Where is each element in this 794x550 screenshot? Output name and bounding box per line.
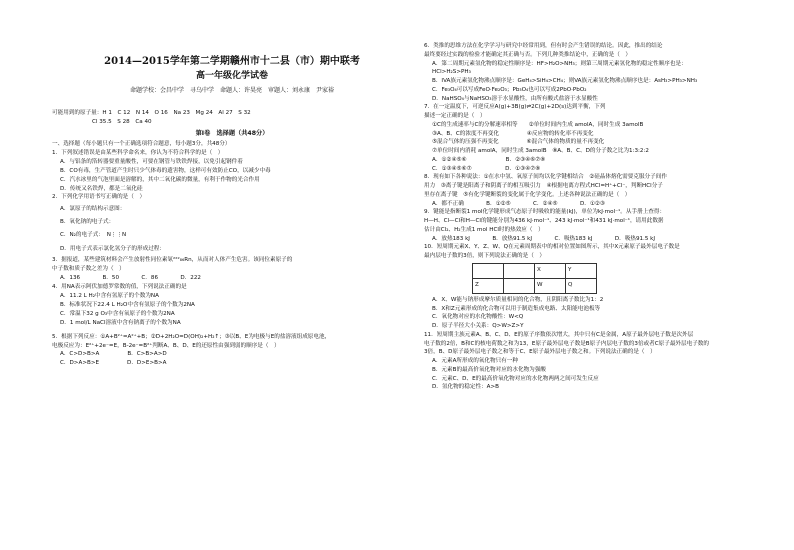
option-line: C．D>A>B>E D．D>E>B>A (60, 360, 167, 367)
right-column (424, 42, 770, 392)
option-line: C．常温下32 g O₃中含有氧原子的个数为2NA (60, 310, 175, 317)
exam-subtitle: 高一年级化学试卷 (195, 71, 268, 81)
option-line: D．用电子式表示氯化氢分子的形成过程： (60, 246, 165, 253)
section-heading: 第Ⅰ卷 选择题（共48分） (195, 130, 269, 137)
option-line: ⑤混合气体的压强不再变化 ⑥混合气体的物质的量不再变化 (432, 139, 605, 146)
option-line: C．N₂的电子式： N⋮⋮N (60, 232, 127, 239)
question-line: 10．短周期元素X、Y、Z、W、Q在元素周期表中的相对位置如图所示，其中X元素原子最外层电子数是 (424, 244, 680, 251)
option-line: D．NaHSO₄与NaHSO₃溶于水显酸性，由所有酸式盐溶于水显酸性 (432, 95, 598, 102)
question-line: 1．下列叙述错误是由某些科学命名来，你认为不符合科学的是（ ） (52, 149, 224, 156)
question-line: 6．类推的思维方法在化学学习与研究中经常用到，但有时会产生错误的结论。因此，推出的结论 (424, 43, 663, 49)
table-cell (504, 263, 535, 278)
option-line: B．IVA族元素氢化物沸点顺序是：GeH₄>SiH₄>CH₄；则VA族元素氢化物沸点顺序也是：AsH₃>PH₃>NH₃ (432, 78, 698, 84)
option-line: A．第二周期元素氢化物的稳定性顺序是：HF>H₂O>NH₃；则第三周期元素氢化物的稳定性顺序也是： (432, 60, 687, 67)
option-line: D．传统又名铁焊，都是二氧化硅 (60, 185, 143, 192)
option-line: ①C的生成速率与C的分解速率相等 ②单位时间内生成 amolA，同时生成 3amolB (432, 121, 644, 128)
question-line: H—H、Cl—Cl和H—Cl的键能分别为436 kJ·mol⁻¹、243 kJ·mol⁻¹和431 kJ·mol⁻¹，请用此数据 (424, 218, 664, 224)
exam-title: 2014—2015学年第二学期赣州市十二县（市）期中联考 (104, 56, 360, 67)
table-cell: W (535, 278, 566, 293)
option-line: A．与铝条的箔转器要重量酸性，可要在钢管与铁铁焊接，以免引起钢件着 (60, 158, 243, 165)
question-line: 11．短周期主族元素A、B、C、D、E的原子序数依次增大，其中只有C是金属，A原子最外层电子数是次外层 (424, 331, 694, 338)
option-line: A．C>D>B>A B．C>B>A>D (60, 351, 167, 358)
question-line: 5．根据下列反应：①A+B²⁺=A²⁺+B；②D+2H₂O=D(OH)₂+H₂↑；③以B、E为电极与E的盐溶液组成原电池， (52, 333, 331, 340)
table-cell (504, 278, 535, 293)
question-line: 电极反应为：E²⁺+2e⁻=E，B-2e⁻=B²⁺判断A、B、D、E的还原性由强到弱的顺序是（ ） (52, 342, 280, 349)
question-line: 描述一定正确的是（ ） (424, 113, 486, 119)
exam-meta: 命题学校：会昌中学 寻乌中学 命题人：许昊亮 审题人：刘永康 尹家裕 (129, 87, 334, 94)
option-line: A．元素A所形成的氧化物只有一种 (432, 358, 518, 364)
option-line: B．标准状况下22.4 L H₂O中含有氢原子的个数为2NA (60, 301, 195, 308)
table-cell: Q (566, 278, 597, 293)
periodic-position-table (472, 263, 597, 294)
question-line: 3倍，B、D原子最外层电子数之和等于C、E原子最外层电子数之和。下列说法正确的是（ ） (424, 349, 656, 356)
option-line: A．①②④⑤⑥ B．②③④⑥⑦⑧ (432, 156, 546, 163)
table-cell: X (535, 263, 566, 278)
question-line: 中子数和质子数之差为（ ） (52, 266, 125, 273)
option-line: A．放热183 kJ B．放热91.5 kJ C．吸热183 kJ D．吸热91.5 kJ (432, 235, 656, 242)
option-line: ⑦单位时间内消耗 amolA，同时生成 3amolB ⑧A、B、C、D的分子数之比为1:3:2:2 (432, 148, 649, 154)
table-cell (473, 263, 504, 278)
option-line: C．Fe₃O₄可以写成FeO·Fe₂O₃；Pb₃O₄也可以写成2PbO·PbO₂ (432, 86, 587, 93)
option-line: D．原子半径大小关系：Q>W>Z>Y (432, 323, 524, 329)
question-line: 9．键能是指断裂1 mol化学键形成气态原子时吸收的能量(kJ)，单位为kJ·mol⁻¹。从手册上查得： (424, 209, 666, 216)
table-cell: Z (473, 278, 504, 293)
option-line: B．氧化钠的电子式： (60, 219, 115, 226)
question-line: 最内层电子数的3倍，则下列说法正确的是（ ） (424, 253, 546, 259)
option-line: C．元素C、D、E的最高价氧化物对应的水化物两两之间可发生反应 (432, 375, 599, 382)
option-line: A．11.2 L H₂中含有氢原子的个数为NA (60, 292, 159, 299)
question-line: 用力 ③离子键是阳离子和阴离子的相互吸引力 ④根据电离方程式HCl=H⁺+Cl⁻，判断HCl分子 (424, 183, 663, 189)
option-line: HCl>H₂S>PH₃ (432, 69, 471, 76)
question-line: 2．下列化学用语书写正确的是（ ） (52, 194, 146, 201)
question-line: 4．用NA表示阿伏加德罗常数的值，下列说法正确的是 (52, 284, 187, 291)
option-line: A．氯原子的结构示意图： (60, 206, 126, 213)
option-line: A．X、W能与钠形成摩尔质量相同的化合物，且阴阳离子数比为1：2 (432, 296, 604, 303)
question-line: 7．在一定温度下，可逆反应A(g)+3B(g)⇌2C(g)+2D(s)达到平衡，下列 (424, 104, 606, 111)
option-line: A．都不正确 B．①②⑤ C．②④⑤ D．①②③ (432, 200, 605, 207)
option-line: C．氧化物对应的水化物酸性：W<Q (432, 314, 524, 321)
atomic-masses-line-1: 可能用到的原子量：H 1 C 12 N 14 O 16 Na 23 Mg 24 Al 27 S 32 (52, 110, 251, 116)
option-line: B．CO有毒，生产管道产生时只少气体毒的遗害物，这样可有效防止CO，以减少中毒 (60, 167, 271, 174)
atomic-masses-line-2: Cl 35.5 S 28 Ca 40 (92, 119, 152, 125)
question-line: 电子数的2倍，B和C的核电荷数之和为13，E原子最外层电子数是B原子内层电子数的3倍或者C原子最外层电子数的 (424, 340, 709, 347)
option-line: B．X和Z元素形成的化合物可以用于制造集成电路、太阳能电池板等 (432, 305, 601, 312)
option-line: A．136 B．50 C．86 D．222 (60, 275, 201, 282)
question-line: 估计由Cl₂、H₂生成1 mol HCl时的热效应（ ） (424, 226, 544, 233)
question-line: 8．现有如下各种说法：①在水中氢、氧原子间均以化学键相结合 ②硅晶体熔化需要克服分子间作 (424, 174, 667, 181)
option-line: C．汽水冰里的气泡里面是溶解的，其中二氧化碳的微量，有利于作物的光合作用 (60, 176, 260, 183)
option-line: D．氢化物的稳定性：A>B (432, 384, 500, 391)
question-line: 一、选择题（每小题只有一个正确选项符合题意，每小题3分，共48分） (52, 141, 231, 147)
left-column (52, 140, 412, 368)
option-line: B．元素B的最高价氧化物对应的水化物为强酸 (432, 366, 546, 373)
option-line: C．①③④⑤⑥⑦ D．①③④⑦⑧ (432, 165, 541, 172)
question-line: 3．据报道，某些建筑材料会产生放射性同位素氡²²²₈₆Rn，从而对人体产生危害。该同位素原子的 (52, 257, 293, 264)
table-cell: Y (566, 263, 597, 278)
option-line: ③A、B、C的浓度不再变化 ④反应物的转化率不再变化 (432, 130, 594, 137)
question-line: 最终要经过实践的检验才能确定其正确与否。下列几种类推结论中，正确的是（ ） (424, 51, 631, 58)
option-line: D．1 mol/L NaCl溶液中含有钠离子的个数为NA (60, 319, 181, 326)
question-line: 里存在离子键 ⑤有化学键断裂的变化属于化学变化。上述各种说法正确的是（ ） (424, 191, 631, 198)
